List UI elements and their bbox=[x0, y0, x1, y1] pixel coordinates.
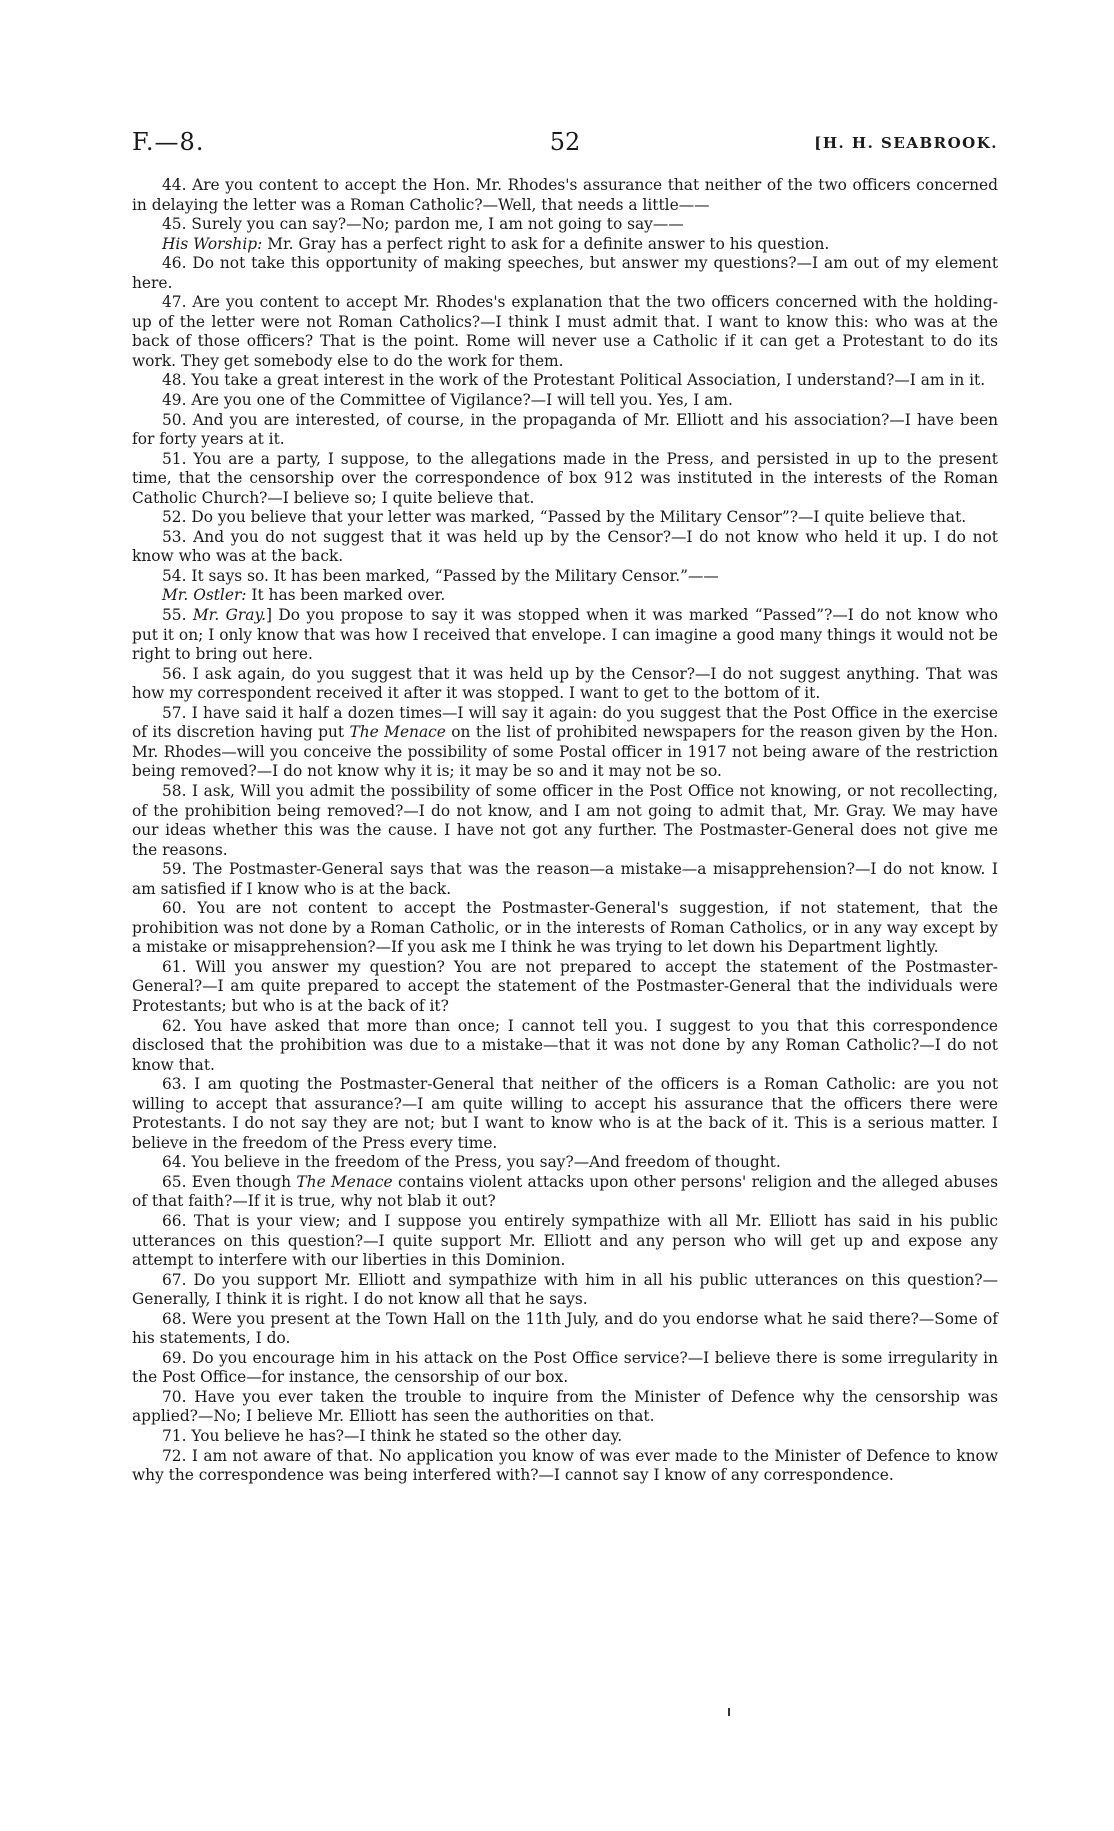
transcript-paragraph bbox=[132, 450, 998, 509]
transcript-paragraph bbox=[132, 567, 998, 587]
transcript-paragraph bbox=[132, 235, 998, 255]
paragraph-text: 56. I ask again, do you suggest that it was held up by the Censor?—I do not suggest anything. That was how my correspondent received it after it was stopped. I want to get to the bottom of it. bbox=[132, 664, 998, 703]
transcript-paragraph bbox=[132, 1349, 998, 1388]
transcript-paragraph bbox=[132, 215, 998, 235]
paragraph-prefix: 55. bbox=[162, 606, 193, 625]
paragraph-text: 52. Do you believe that your letter was marked, “Passed by the Military Censor”?—I quite believe that. bbox=[162, 508, 967, 527]
paragraph-text: 49. Are you one of the Committee of Vigilance?—I will tell you. Yes, I am. bbox=[162, 391, 733, 410]
paragraph-text: 69. Do you encourage him in his attack on the Post Office service?—I believe there is some irregularity in the Post Office—for instance, the censorship of our box. bbox=[132, 1348, 998, 1387]
transcript-paragraph bbox=[132, 1447, 998, 1486]
paragraph-text: 53. And you do not suggest that it was held up by the Censor?—I do not know who held it up. I do not know who was at the back. bbox=[132, 527, 998, 566]
transcript-paragraph bbox=[132, 1075, 998, 1153]
transcript-paragraph bbox=[132, 606, 998, 665]
paragraph-text: 48. You take a great interest in the work of the Protestant Political Association, I understand?—I am in it. bbox=[162, 371, 986, 390]
transcript-paragraph bbox=[132, 586, 998, 606]
paragraph-text: 59. The Postmaster-General says that was the reason—a mistake—a misapprehension?—I do not know. I am satisfied if I know who is at the back. bbox=[132, 860, 998, 898]
italic-phrase: Mr. Ostler: bbox=[162, 586, 247, 605]
paragraph-text: 70. Have you ever taken the trouble to inquire from the Minister of Defence why the censorship was applied?—No; I believe Mr. Elliott has seen the authorities on that. bbox=[132, 1387, 998, 1426]
paragraph-text: 61. Will you answer my question? You are not prepared to accept the statement of the Postmaster-General?—I am quite prepared to accept the statement of the Postmaster-General that the individuals were Protestants; but who is at the back of it? bbox=[132, 957, 998, 1015]
paragraph-text: contains violent attacks upon other persons' religion and the alleged abuses of that faith?—If it is true, why not blab it out? bbox=[132, 1172, 998, 1211]
transcript-paragraph bbox=[132, 1017, 998, 1076]
paragraph-text: Mr. Gray has a perfect right to ask for a definite answer to his question. bbox=[262, 234, 830, 253]
transcript-paragraph bbox=[132, 411, 998, 450]
transcript-paragraph bbox=[132, 1153, 998, 1173]
paragraph-prefix: 57. I have said it half a dozen times—I will say it again: do you suggest that the Post Office in the exercise of its discretion having put bbox=[132, 703, 998, 742]
transcript-paragraph bbox=[132, 293, 998, 371]
transcript-paragraph bbox=[132, 782, 998, 860]
transcript-paragraph bbox=[132, 528, 998, 567]
parliamentary-paper-code: F.—8. bbox=[132, 128, 205, 156]
transcript-paragraph bbox=[132, 1212, 998, 1271]
witness-name: [H. H. SEABROOK. bbox=[814, 134, 998, 152]
transcript-paragraph bbox=[132, 1310, 998, 1349]
scan-mark bbox=[728, 1708, 730, 1716]
transcript-paragraph bbox=[132, 176, 998, 215]
paragraph-text: 44. Are you content to accept the Hon. Mr. Rhodes's assurance that neither of the two officers concerned in delaying the letter was a Roman Catholic?—Well, that needs a little—— bbox=[132, 176, 998, 214]
transcript-paragraph bbox=[132, 371, 998, 391]
paragraph-text: 54. It says so. It has been marked, “Passed by the Military Censor.”—— bbox=[162, 566, 719, 585]
transcript-paragraph bbox=[132, 1271, 998, 1310]
transcript-paragraph bbox=[132, 899, 998, 958]
paragraph-text: 62. You have asked that more than once; I cannot tell you. I suggest to you that this correspondence disclosed that the prohibition was due to a mistake—that it was not done by any Roman Catholic?—I do not know that. bbox=[132, 1016, 998, 1074]
italic-phrase: His Worship: bbox=[162, 234, 263, 253]
paragraph-text: ] Do you propose to say it was stopped when it was marked “Passed”?—I do not know who put it on; I only know that was how I received that envelope. I can imagine a good many things it would not be right to bring out here. bbox=[132, 606, 999, 664]
transcript-paragraph bbox=[132, 391, 998, 411]
paragraph-text: 45. Surely you can say?—No; pardon me, I am not going to say—— bbox=[162, 215, 684, 234]
italic-phrase: Mr. Gray. bbox=[192, 606, 266, 625]
paragraph-text: 47. Are you content to accept Mr. Rhodes's explanation that the two officers concerned with the holding-up of the letter were not Roman Catholics?—I think I must admit that. I want to know this: who was at the back of those officers? That is the point. Rome will never use a Catholic if it can get a Protestant to do its work. They get somebody else to do the work for them. bbox=[132, 293, 998, 370]
paragraph-text: 51. You are a party, I suppose, to the allegations made in the Press, and persisted in up to the present time, that the censorship over the correspondence of box 912 was instituted in the interests of the Roman Catholic Church?—I believe so; I quite believe that. bbox=[132, 449, 998, 507]
paragraph-text: 50. And you are interested, of course, in the propaganda of Mr. Elliott and his association?—I have been for forty years at it. bbox=[132, 410, 998, 449]
transcript-paragraph bbox=[132, 704, 998, 782]
paragraph-text: on the list of prohibited newspapers for the reason given by the Hon. Mr. Rhodes—will you conceive the possibility of some Postal officer in 1917 not being aware of the restriction being removed?—I do not know why it is; it may be so and it may not be so. bbox=[132, 723, 999, 781]
page-number: 52 bbox=[549, 128, 581, 156]
paragraph-text: 72. I am not aware of that. No application you know of was ever made to the Minister of Defence to know why the correspondence was being interfered with?—I cannot say I know of any correspondence. bbox=[132, 1446, 998, 1485]
transcript-paragraph bbox=[132, 860, 998, 899]
transcript-paragraph bbox=[132, 254, 998, 293]
paragraph-text: 67. Do you support Mr. Elliott and sympathize with him in all his public utterances on this question?—Generally, I think it is right. I do not know all that he says. bbox=[132, 1270, 998, 1309]
transcript-paragraph bbox=[132, 508, 998, 528]
paragraph-text: 71. You believe he has?—I think he stated so the other day. bbox=[162, 1427, 623, 1445]
transcript-paragraph bbox=[132, 1388, 998, 1427]
evidence-transcript bbox=[132, 176, 998, 1486]
paragraph-text: 63. I am quoting the Postmaster-General that neither of the officers is a Roman Catholic: are you not willing to accept that assurance?—I am quite willing to accept his assurance that the officers there were Protestants. I do not say they are not; but I want to know who is at the back of it. This is a serious matter. I believe in the freedom of the Press every time. bbox=[132, 1075, 998, 1152]
paragraph-text: 46. Do not take this opportunity of making speeches, but answer my questions?—I am out of my element here. bbox=[132, 254, 998, 292]
transcript-paragraph bbox=[132, 665, 998, 704]
transcript-paragraph bbox=[132, 1173, 998, 1212]
paragraph-text: 66. That is your view; and I suppose you entirely sympathize with all Mr. Elliott has said in his public utterances on this question?—I quite support Mr. Elliott and any person who will get up and expose any attempt to interfere with our liberties in this Dominion. bbox=[132, 1211, 998, 1270]
paragraph-text: 60. You are not content to accept the Postmaster-General's suggestion, if not statement, that the prohibition was not done by a Roman Catholic, or in the interests of Roman Catholics, or in any way except by a mistake or misapprehension?—If you ask me I think he was trying to let down his Department lightly. bbox=[132, 899, 998, 957]
italic-phrase: The Menace bbox=[296, 1172, 393, 1191]
paragraph-text: 68. Were you present at the Town Hall on the 11th July, and do you endorse what he said there?—Some of his statements, I do. bbox=[132, 1309, 998, 1348]
transcript-paragraph bbox=[132, 1427, 998, 1447]
paragraph-prefix: 65. Even though bbox=[162, 1172, 297, 1191]
paragraph-text: 64. You believe in the freedom of the Press, you say?—And freedom of thought. bbox=[162, 1153, 781, 1172]
paragraph-text: 58. I ask, Will you admit the possibility of some officer in the Post Office not knowing, or not recollecting, of the prohibition being removed?—I do not know, and I am not going to admit that, Mr. Gray. We may have our ideas whether this was the cause. I have not got any further. The Postmaster-General does not give me the reasons. bbox=[132, 781, 998, 859]
italic-phrase: The Menace bbox=[349, 723, 446, 742]
paragraph-text: It has been marked over. bbox=[246, 586, 446, 605]
transcript-paragraph bbox=[132, 958, 998, 1017]
page-header bbox=[132, 128, 998, 168]
